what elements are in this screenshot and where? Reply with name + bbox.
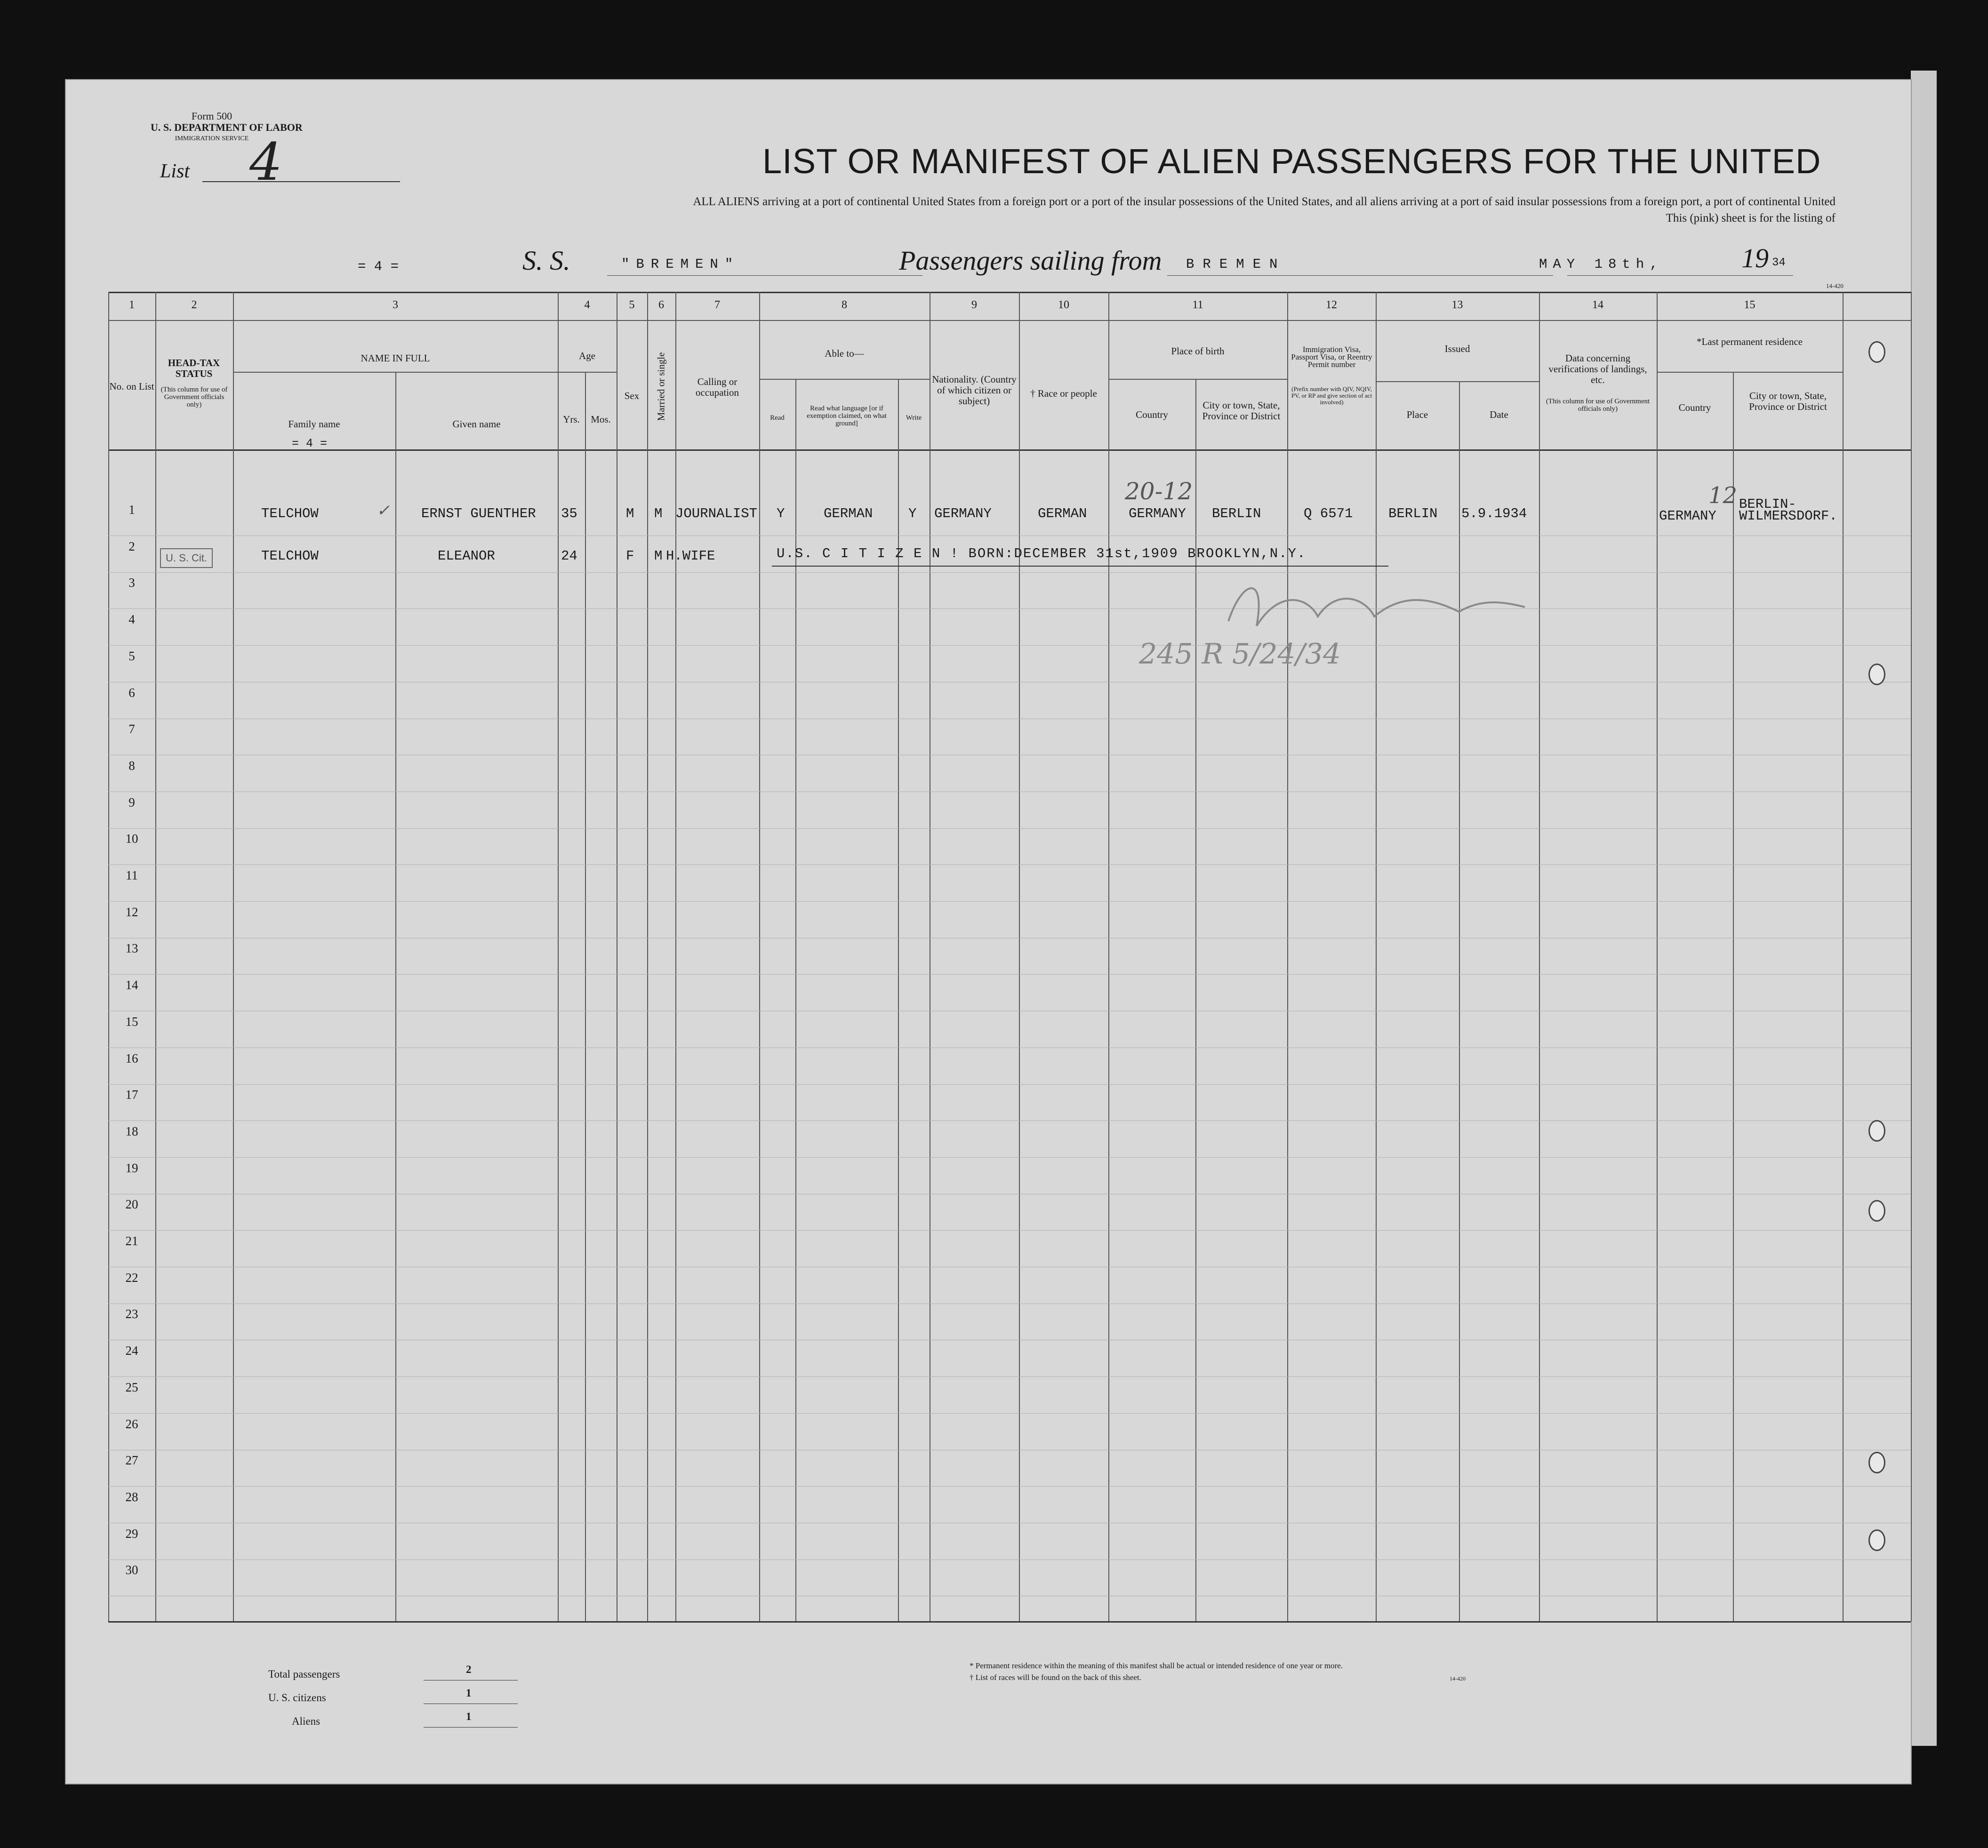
footer-code: 14-420 <box>1450 1675 1466 1682</box>
footnote-residence: * Permanent residence within the meaning of this manifest shall be actual or intended residence of one year or more. <box>970 1661 1343 1670</box>
header-visa: Immigration Visa, Passport Visa, or Reentry Permit number <box>1291 345 1372 369</box>
col-num-3: 3 <box>393 299 398 311</box>
p2-given: ELEANOR <box>438 548 495 564</box>
row-number: 23 <box>125 1307 138 1321</box>
col-num-1: 1 <box>129 299 135 311</box>
p1-issued-place: BERLIN <box>1388 506 1438 521</box>
p2-citizen-note: U.S. C I T I Z E N ! BORN:DECEMBER 31st,1909 BROOKLYN,N.Y. <box>777 546 1307 561</box>
subtitle-line-1: ALL ALIENS arriving at a port of continental United States from a foreign port or a port of the insular possessions of the United States, and all aliens arriving at a port of said insular possessions from a foreign port, a port of continental United <box>693 195 1836 208</box>
row-number: 10 <box>125 832 138 846</box>
row-number: 28 <box>125 1489 138 1504</box>
row-rule <box>108 828 1911 829</box>
row-number: 14 <box>125 978 138 992</box>
footnote-races: † List of races will be found on the back of this sheet. <box>970 1673 1141 1682</box>
row-number: 1 <box>128 503 135 517</box>
p1-issued-date: 5.9.1934 <box>1461 506 1527 521</box>
p2-occupation: H.WIFE <box>666 548 715 564</box>
header-place-of-birth: Place of birth <box>1171 345 1225 357</box>
row-number: 20 <box>125 1197 138 1212</box>
header-yrs: Yrs. <box>563 414 580 425</box>
punch-hole-6 <box>1868 1529 1885 1551</box>
aliens-label: Aliens <box>292 1715 321 1727</box>
col-num-4: 4 <box>584 299 590 311</box>
us-citizens-label: U. S. citizens <box>268 1692 326 1704</box>
row-rule <box>108 645 1911 646</box>
p2-family: TELCHOW <box>261 548 319 564</box>
header-nationality: Nationality. (Country of which citizen or subject) <box>932 374 1017 407</box>
list-number: 4 <box>249 132 282 192</box>
row-rule <box>108 901 1911 902</box>
punch-hole-1 <box>1868 341 1885 363</box>
row-number: 2 <box>128 539 135 553</box>
signature-scribble <box>1214 569 1544 645</box>
total-passengers-label: Total passengers <box>268 1668 340 1680</box>
p1-birth-country: GERMANY <box>1129 506 1186 521</box>
row-number: 18 <box>125 1124 138 1138</box>
punch-hole-3 <box>1868 1120 1885 1142</box>
sheet-edge <box>1911 71 1937 1746</box>
service-label: IMMIGRATION SERVICE <box>175 135 249 142</box>
department-label: U. S. DEPARTMENT OF LABOR <box>151 121 303 133</box>
header-visa-note: (Prefix number with QIV, NQIV, PV, or RP and give section of act involved) <box>1291 385 1372 406</box>
row-rule <box>108 608 1911 609</box>
p1-visa: Q 6571 <box>1304 506 1353 521</box>
row-number: 25 <box>125 1380 138 1394</box>
p1-race: GERMAN <box>1038 506 1087 521</box>
row-number: 29 <box>125 1526 138 1541</box>
col-num-5: 5 <box>629 299 635 311</box>
header-able-to: Able to— <box>825 348 864 359</box>
p1-check: ✓ <box>377 501 390 520</box>
header-data-note: (This column for use of Government officials only) <box>1546 398 1650 413</box>
row-number: 5 <box>128 648 135 663</box>
year-suffix: 34 <box>1772 256 1786 269</box>
col-num-10: 10 <box>1058 299 1069 311</box>
punch-hole-4 <box>1868 1200 1885 1222</box>
header-head-tax: HEAD-TAX STATUS <box>168 357 220 379</box>
header-calling: Calling or occupation <box>695 376 739 398</box>
row-rule <box>108 1376 1911 1377</box>
sheet-mark: = 4 = <box>358 259 399 274</box>
subtitle-line-2: This (pink) sheet is for the listing of <box>1666 212 1836 224</box>
row-number: 9 <box>128 795 135 809</box>
aliens-value: 1 <box>466 1711 472 1722</box>
row-number: 21 <box>125 1234 138 1248</box>
p1-married: M <box>654 506 663 521</box>
p1-family: TELCHOW <box>261 506 319 521</box>
header-no-on-list: No. on List <box>109 381 154 392</box>
header-given-name: Given name <box>452 418 501 430</box>
header-issued: Issued <box>1444 343 1470 354</box>
row-rule <box>108 1120 1911 1121</box>
header-last-residence: *Last permanent residence <box>1696 336 1803 347</box>
page-title: LIST OR MANIFEST OF ALIEN PASSENGERS FOR THE UNITED <box>762 142 1821 181</box>
row-rule <box>108 974 1911 975</box>
p1-res-country: GERMANY <box>1659 508 1716 524</box>
punch-hole-5 <box>1868 1452 1885 1473</box>
row-number: 6 <box>128 685 135 700</box>
row-number: 4 <box>128 612 135 627</box>
col-num-2: 2 <box>191 299 197 311</box>
header-res-country: Country <box>1678 402 1711 413</box>
sailing-label: Passengers sailing from <box>899 245 1162 276</box>
row-number: 16 <box>125 1051 138 1065</box>
row-rule <box>108 1084 1911 1085</box>
header-issued-place: Place <box>1406 409 1428 420</box>
p1-nationality: GERMANY <box>934 506 992 521</box>
row-number: 17 <box>125 1088 138 1102</box>
ship-name: "BREMEN" <box>621 256 740 272</box>
total-passengers-value: 2 <box>466 1664 472 1675</box>
handwritten-age-mark: 20-12 <box>1125 478 1193 505</box>
col-num-13: 13 <box>1451 299 1463 311</box>
col-num-15: 15 <box>1744 299 1756 311</box>
p1-write: Y <box>908 506 917 521</box>
row-number: 15 <box>125 1014 138 1029</box>
p2-sex: F <box>626 548 634 564</box>
p1-sex: M <box>626 506 634 521</box>
row-number: 8 <box>128 758 135 773</box>
header-res-city: City or town, State, Province or District <box>1749 390 1827 412</box>
row-rule <box>108 1230 1911 1231</box>
ship-prefix: S. S. <box>522 245 570 276</box>
header-issued-date: Date <box>1490 409 1508 420</box>
p1-language: GERMAN <box>824 506 873 521</box>
header-write: Write <box>906 414 922 422</box>
header-read: Read <box>770 414 785 422</box>
row-number: 30 <box>125 1563 138 1577</box>
row-rule <box>108 572 1911 573</box>
p2-head-tax-stamp: U. S. Cit. <box>160 548 213 568</box>
col-num-8: 8 <box>842 299 847 311</box>
p2-yrs: 24 <box>561 548 577 564</box>
p1-birth-city: BERLIN <box>1212 506 1261 521</box>
p2-married: M <box>654 548 663 564</box>
row-number: 13 <box>125 941 138 956</box>
header-read-lang: Read what language [or if exemption claimed, on what ground] <box>807 405 887 427</box>
col-num-6: 6 <box>658 299 664 311</box>
us-citizens-value: 1 <box>466 1687 472 1699</box>
header-data-landings: Data concerning verifications of landings, etc. <box>1548 352 1647 385</box>
row-number: 7 <box>128 722 135 736</box>
sailing-port: BREMEN <box>1186 256 1286 272</box>
form-number: Form 500 <box>191 110 232 122</box>
row-rule <box>108 1413 1911 1414</box>
col-num-11: 11 <box>1192 299 1203 311</box>
header-sex: Sex <box>624 390 640 401</box>
p1-res-city-1: BERLIN- <box>1739 496 1796 512</box>
header-head-tax-note: (This column for use of Government officials only) <box>160 386 228 408</box>
row-number: 26 <box>125 1416 138 1431</box>
list-label: List <box>160 160 190 182</box>
row-number: 19 <box>125 1160 138 1175</box>
header-age: Age <box>579 350 595 361</box>
corner-code: 14-420 <box>1826 282 1844 289</box>
header-birth-city: City or town, State, Province or District <box>1202 400 1281 422</box>
punch-hole-2 <box>1868 664 1885 685</box>
row-number: 22 <box>125 1270 138 1285</box>
col-num-12: 12 <box>1326 299 1337 311</box>
sailing-date: MAY 18th, <box>1539 256 1664 272</box>
row-number: 11 <box>126 868 138 882</box>
p1-res-city-2: WILMERSDORF. <box>1739 508 1837 524</box>
header-family-name: Family name <box>288 418 340 430</box>
row-number: 3 <box>128 576 135 590</box>
row-number: 12 <box>125 904 138 919</box>
p1-occupation: JOURNALIST <box>675 506 758 521</box>
row-number: 24 <box>125 1344 138 1358</box>
manifest-sheet <box>66 80 1911 1784</box>
header-name-in-full: NAME IN FULL <box>361 352 430 364</box>
row-rule <box>108 864 1911 865</box>
row-number: 27 <box>125 1453 138 1468</box>
col-num-14: 14 <box>1592 299 1603 311</box>
handwritten-stamp-mark: 245 R 5/24/34 <box>1139 638 1341 671</box>
row-rule <box>108 1157 1911 1158</box>
col-num-9: 9 <box>971 299 977 311</box>
p1-given: ERNST GUENTHER <box>421 506 536 521</box>
p1-yrs: 35 <box>561 506 577 521</box>
col-num-7: 7 <box>714 299 720 311</box>
header-birth-country: Country <box>1136 409 1168 420</box>
handwritten-res-mark: 12 <box>1708 482 1738 509</box>
year-prefix: 19 <box>1741 243 1769 273</box>
row-rule <box>108 1486 1911 1487</box>
family-mark: = 4 = <box>292 437 328 450</box>
p1-read: Y <box>777 506 785 521</box>
header-married: Married or single <box>655 352 667 421</box>
header-mos: Mos. <box>591 414 611 425</box>
header-race: † Race or people <box>1030 388 1097 399</box>
